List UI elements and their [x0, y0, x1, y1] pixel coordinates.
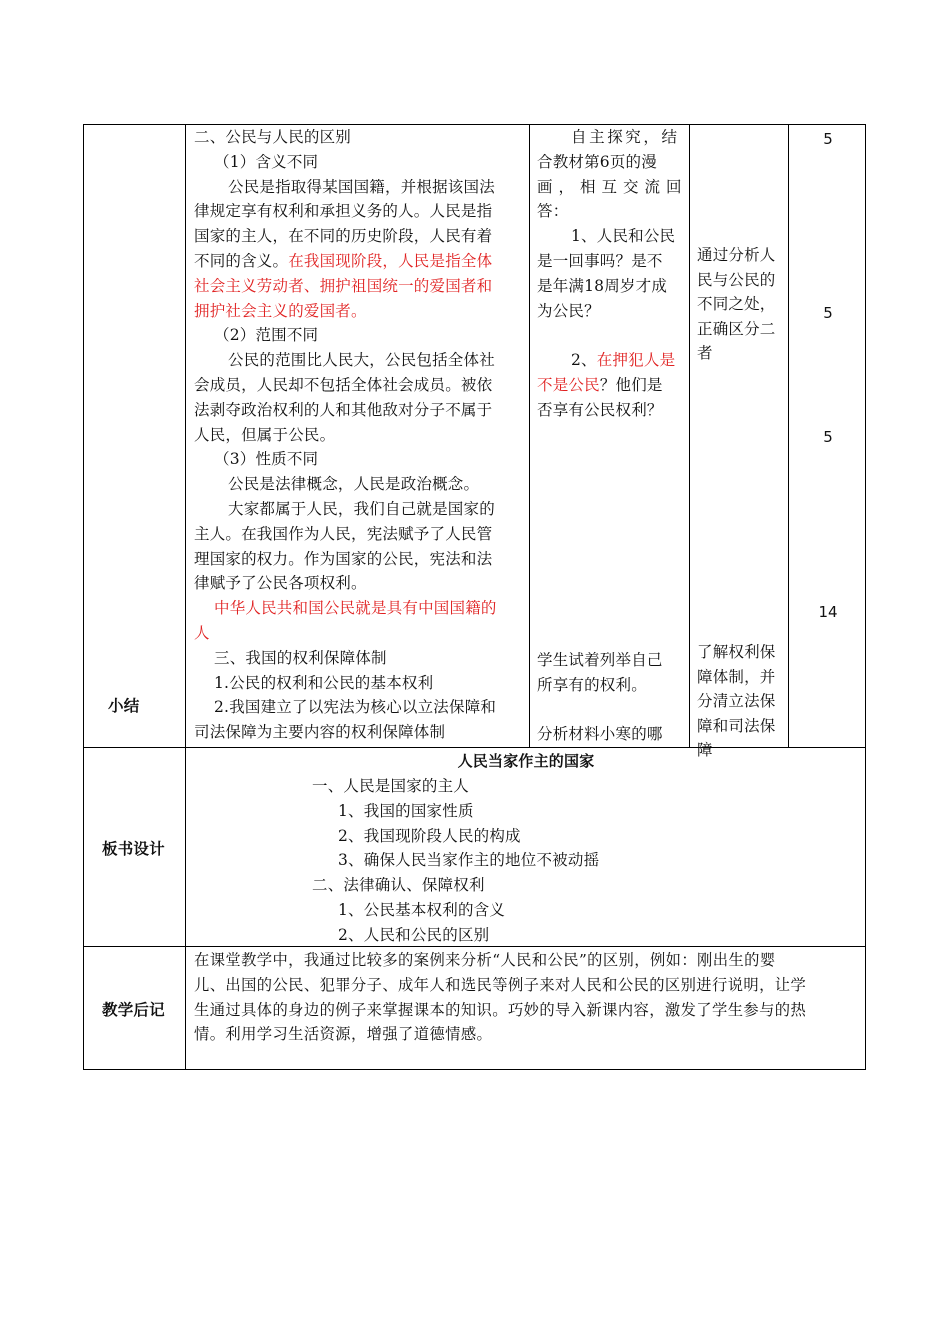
main-content-cell	[194, 125, 526, 746]
paragraph-line: 公民是法律概念，人民是政治概念。	[228, 475, 480, 494]
reflection-content	[194, 948, 862, 1047]
paragraph-line: 公民是指取得某国国籍，并根据该国法	[228, 177, 495, 196]
intent-line: 不同之处，	[697, 295, 776, 314]
row-label-reflection: 教学后记	[102, 1001, 165, 1019]
activity-line: 答：	[537, 202, 569, 221]
board-content	[312, 774, 852, 948]
board-item: 2、人民和公民的区别	[338, 925, 490, 944]
activity-line	[537, 348, 687, 373]
reflection-line: 生通过具体的身边的例子来掌握课本的知识。巧妙的导入新课内容，激发了学生参与的热	[194, 1000, 807, 1019]
paragraph-line	[194, 249, 526, 274]
activity-line	[537, 373, 687, 398]
time-value: 5	[823, 130, 833, 148]
highlighted-text: 不是公民	[537, 375, 600, 394]
highlighted-line: 中华人民共和国公民就是具有中国国籍的	[214, 599, 497, 618]
board-item: 1、我国的国家性质	[338, 801, 474, 820]
highlighted-line: 社会主义劳动者、拥护祖国统一的爱国者和	[194, 276, 493, 295]
highlighted-text: 在押犯人是	[596, 351, 676, 370]
highlighted-line: 拥护社会主义的爱国者。	[194, 301, 367, 320]
paragraph-line: 人民，但属于公民。	[194, 425, 336, 444]
reflection-line: 情。利用学习生活资源，增强了道德情感。	[194, 1025, 493, 1044]
column-divider	[185, 124, 186, 1070]
activity-line: 合教材第6页的漫	[537, 152, 657, 171]
student-activity-cell-cut	[537, 722, 687, 746]
paragraph-line: 公民的范围比人民大，公民包括全体社	[228, 351, 495, 370]
activity-line: 学生试着列举自己	[537, 651, 663, 669]
row-label-board-design: 板书设计	[102, 840, 165, 858]
reflection-line: 儿、出国的公民、犯罪分子、成年人和选民等例子来对人民和公民的区别进行说明，让学	[194, 975, 807, 994]
time-value: 5	[823, 428, 833, 446]
highlighted-text: 在我国现阶段，人民是指全体	[288, 251, 493, 270]
intent-line: 正确区分二	[697, 319, 776, 338]
column-divider	[689, 124, 690, 747]
paragraph-line: 理国家的权力。作为国家的公民，宪法和法	[194, 549, 493, 568]
intent-line: 分清立法保	[697, 692, 776, 711]
intent-line: 者	[697, 344, 713, 363]
activity-line: 分析材料小寒的哪	[537, 725, 663, 743]
intent-line: 了解权利保	[697, 643, 776, 661]
subheading: （2）范围不同	[214, 326, 319, 345]
section-heading: 三、我国的权利保障体制	[214, 648, 387, 667]
design-intent-cell-lower	[697, 640, 787, 760]
row-label-summary: 小结	[108, 697, 140, 715]
activity-line: 1、人民和公民	[571, 227, 676, 246]
list-item: 1.公民的权利和公民的基本权利	[214, 673, 434, 692]
paragraph-line: 大家都属于人民，我们自己就是国家的	[228, 499, 495, 518]
intent-line: 障体制，并	[697, 667, 776, 686]
board-item: 3、确保人民当家作主的地位不被动摇	[338, 851, 600, 870]
activity-line: 为公民？	[537, 301, 600, 320]
board-item: 2、我国现阶段人民的构成	[338, 826, 521, 845]
paragraph-line: 律赋予了公民各项权利。	[194, 574, 367, 593]
spacer	[537, 323, 687, 348]
paragraph-line: 律规定享有权利和承担义务的人。人民是指	[194, 202, 493, 221]
paragraph-text: 不同的含义。	[194, 251, 289, 270]
highlighted-line: 人	[194, 623, 210, 642]
activity-line: 是年满18周岁才成	[537, 276, 668, 295]
board-item: 1、公民基本权利的含义	[338, 900, 506, 919]
time-value: 5	[823, 304, 833, 322]
activity-line: 画，相互交流回	[537, 177, 688, 196]
board-title: 人民当家作主的国家	[457, 752, 595, 770]
activity-line: 是一回事吗？是不	[537, 251, 663, 270]
board-heading: 一、人民是国家的主人	[312, 777, 470, 795]
list-item: 司法保障为主要内容的权利保障体制	[194, 723, 446, 742]
student-activity-cell-lower	[537, 648, 687, 698]
reflection-line: 在课堂教学中，我通过比较多的案例来分析“人民和公民”的区别，例如：刚出生的婴	[194, 951, 776, 969]
activity-text: 2、	[571, 351, 597, 370]
intent-line: 民与公民的	[697, 270, 776, 289]
list-item: 2.我国建立了以宪法为核心以立法保障和	[214, 698, 497, 717]
paragraph-line: 主人。在我国作为人民，宪法赋予了人民管	[194, 524, 493, 543]
time-value: 14	[818, 603, 838, 621]
intent-line: 障	[697, 741, 713, 760]
subheading: （1）含义不同	[214, 152, 319, 171]
activity-text: ？他们是	[599, 375, 663, 394]
board-heading: 二、法律确认、保障权利	[312, 876, 485, 895]
section-heading: 二、公民与人民的区别	[194, 128, 352, 146]
paragraph-line: 法剥夺政治权利的人和其他敌对分子不属于	[194, 400, 493, 419]
activity-line: 所享有的权利。	[537, 675, 647, 694]
column-divider	[529, 124, 530, 747]
intent-line: 通过分析人	[697, 246, 776, 264]
intent-line: 障和司法保	[697, 716, 776, 735]
paragraph-line: 国家的主人，在不同的历史阶段，人民有着	[194, 227, 493, 246]
activity-line: 自主探究，结	[571, 128, 680, 146]
design-intent-cell	[697, 243, 787, 366]
subheading: （3）性质不同	[214, 450, 319, 469]
paragraph-line: 会成员，人民却不包括全体社会成员。被依	[194, 375, 493, 394]
activity-line: 否享有公民权利？	[537, 400, 663, 419]
